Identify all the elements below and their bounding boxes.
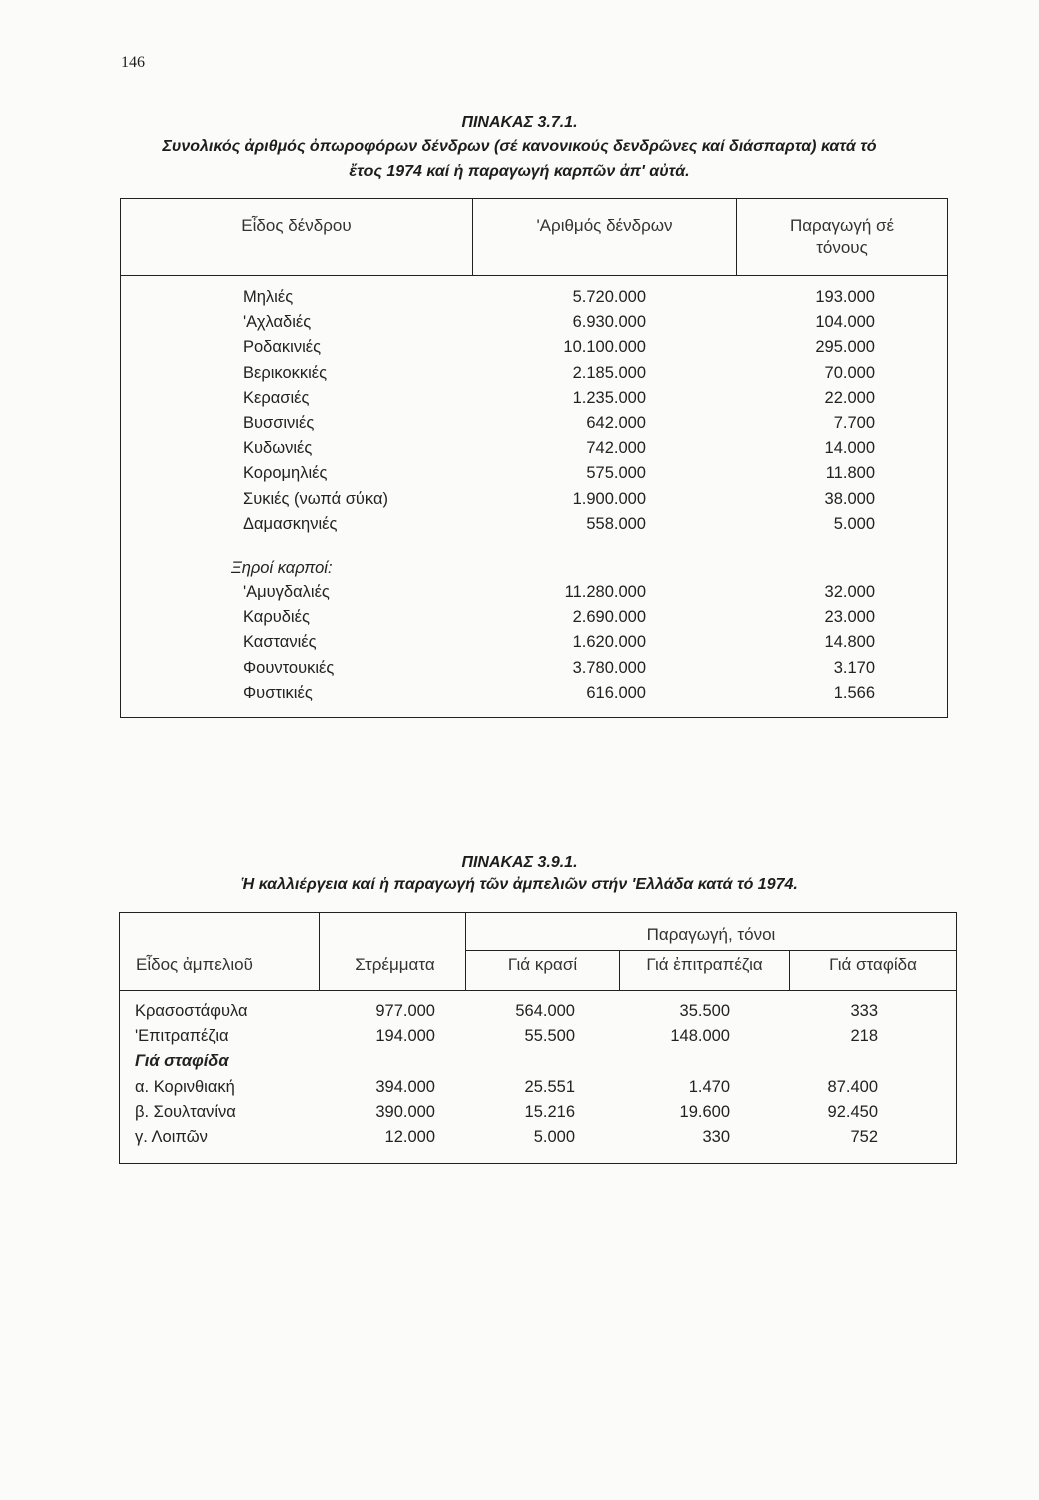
- vine-species: Γιά σταφίδα: [135, 1052, 229, 1071]
- vine-species: α. Κορινθιακή: [135, 1077, 235, 1096]
- production-tons: 32.000: [824, 583, 875, 601]
- production-raisin: 333: [850, 1002, 878, 1020]
- header-raisin: Γιά σταφίδα: [829, 955, 917, 974]
- tree-count: 1.620.000: [572, 633, 646, 652]
- tree-species: Καστανιές: [243, 633, 317, 652]
- area-stremmata: 977.000: [375, 1002, 435, 1020]
- table-row: [121, 313, 947, 338]
- vineyards-table: [119, 912, 957, 1164]
- production-subheader-divider: [466, 950, 956, 951]
- tree-count: 5.720.000: [572, 288, 646, 306]
- header-species: Εἶδος δένδρου: [241, 216, 352, 235]
- production-table-grapes: 148.000: [670, 1027, 730, 1046]
- fruit-trees-table: [120, 198, 948, 718]
- production-raisin: 87.400: [827, 1077, 878, 1096]
- area-stremmata: 194.000: [375, 1027, 435, 1046]
- tree-count: 11.280.000: [564, 583, 646, 601]
- tree-count: 558.000: [586, 514, 646, 533]
- table-row: [121, 608, 947, 633]
- table1-caption-line2: ἔτος 1974 καί ἡ παραγωγή καρπῶν ἀπ' αὐτά.: [349, 163, 690, 180]
- tree-species: Βυσσινιές: [243, 414, 315, 432]
- production-wine: 5.000: [533, 1128, 575, 1146]
- header-production-line2: τόνους: [816, 238, 868, 257]
- table-row: [120, 1002, 956, 1027]
- table-row: [121, 364, 947, 389]
- tree-species: Ροδακινιές: [243, 338, 322, 357]
- tree-species: 'Αχλαδιές: [243, 313, 312, 332]
- tree-species: Δαμασκηνιές: [243, 514, 338, 533]
- production-table-grapes: 1.470: [688, 1077, 730, 1096]
- table-row: [121, 288, 947, 313]
- production-wine: 15.216: [524, 1102, 575, 1121]
- column-divider: [319, 913, 320, 990]
- area-stremmata: 390.000: [375, 1102, 435, 1121]
- table2-caption: Ἡ καλλιέργεια καί ἡ παραγωγή τῶν ἀμπελιῶν στήν 'Ελλάδα κατά τό 1974.: [241, 876, 798, 893]
- header-area: Στρέμματα: [355, 955, 435, 974]
- header-divider: [120, 990, 956, 991]
- production-tons: 11.800: [825, 464, 875, 483]
- tree-species: Φουντουκιές: [243, 658, 335, 677]
- tree-count: 575.000: [586, 464, 646, 483]
- table-row: [121, 338, 947, 363]
- production-tons: 38.000: [824, 489, 875, 508]
- tree-count: 2.185.000: [572, 363, 646, 382]
- table-row: [121, 439, 947, 464]
- header-table-grapes: Γιά ἐπιτραπέζια: [646, 955, 763, 974]
- tree-count: 1.900.000: [572, 489, 646, 508]
- tree-count: 6.930.000: [572, 313, 646, 332]
- header-tree-count: 'Αριθμός δένδρων: [536, 216, 673, 235]
- table-row: [120, 1027, 956, 1052]
- tree-count: 10.100.000: [563, 338, 646, 357]
- production-tons: 295.000: [815, 338, 875, 357]
- tree-count: 2.690.000: [572, 608, 646, 627]
- tree-species: Μηλιές: [243, 288, 294, 306]
- dry-fruits-label: Ξηροί καρποί:: [231, 559, 333, 577]
- production-tons: 23.000: [824, 608, 875, 627]
- header-production: Παραγωγή, τόνοι: [646, 925, 776, 944]
- production-tons: 14.800: [824, 633, 875, 652]
- production-raisin: 92.450: [827, 1102, 878, 1121]
- tree-species: Κερασιές: [243, 388, 310, 407]
- table-row: [121, 684, 947, 709]
- tree-species: Κορομηλιές: [243, 464, 328, 483]
- table-row: [121, 389, 947, 414]
- production-tons: 70.000: [824, 363, 875, 382]
- production-table-grapes: 35.500: [679, 1002, 730, 1020]
- table-row: [120, 1103, 956, 1128]
- table-row: [121, 515, 947, 540]
- column-divider: [472, 199, 473, 275]
- header-divider: [121, 275, 947, 276]
- vine-species: γ. Λοιπῶν: [135, 1128, 208, 1146]
- tree-species: Κυδωνιές: [243, 439, 313, 458]
- table1-title: ΠΙΝΑΚΑΣ 3.7.1.: [461, 114, 578, 131]
- table-row: [121, 583, 947, 608]
- tree-species: Βερικοκκιές: [243, 363, 328, 382]
- vine-species: β. Σουλτανίνα: [135, 1102, 236, 1121]
- production-wine: 564.000: [515, 1002, 575, 1020]
- production-wine: 55.500: [524, 1027, 575, 1046]
- tree-count: 742.000: [586, 439, 646, 458]
- header-wine: Γιά κρασί: [507, 955, 578, 974]
- production-tons: 5.000: [833, 514, 875, 533]
- page-number: 146: [121, 54, 145, 71]
- production-tons: 14.000: [824, 439, 875, 458]
- area-stremmata: 394.000: [375, 1077, 435, 1096]
- table-row: [121, 464, 947, 489]
- tree-count: 642.000: [586, 414, 646, 432]
- table-row: [120, 1128, 956, 1153]
- production-tons: 193.000: [815, 288, 875, 306]
- table-row: [121, 490, 947, 515]
- tree-species: Φυστικιές: [243, 683, 313, 702]
- table-row: [121, 414, 947, 439]
- production-tons: 22.000: [824, 388, 875, 407]
- table1-caption-line1: Συνολικός ἀριθμός ὀπωροφόρων δένδρων (σέ κανονικούς δενδρῶνες καί διάσπαρτα) κατά τό: [162, 138, 877, 155]
- tree-species: Καρυδιές: [243, 608, 310, 627]
- tree-count: 1.235.000: [572, 388, 646, 407]
- header-production-line1: Παραγωγή σέ: [789, 216, 895, 235]
- vine-species: Κρασοστάφυλα: [135, 1002, 248, 1020]
- table-row: [121, 659, 947, 684]
- group-label-row: [120, 1052, 956, 1077]
- production-tons: 1.566: [833, 683, 875, 702]
- table2-title: ΠΙΝΑΚΑΣ 3.9.1.: [461, 854, 578, 871]
- table-row: [121, 633, 947, 658]
- table-row: [120, 1078, 956, 1103]
- production-raisin: 218: [850, 1027, 878, 1046]
- production-tons: 7.700: [833, 414, 875, 432]
- production-tons: 3.170: [833, 658, 875, 677]
- production-raisin: 752: [850, 1128, 878, 1146]
- tree-species: 'Αμυγδαλιές: [243, 583, 330, 601]
- production-wine: 25.551: [524, 1077, 575, 1096]
- production-table-grapes: 19.600: [679, 1102, 730, 1121]
- tree-count: 616.000: [586, 683, 646, 702]
- area-stremmata: 12.000: [384, 1128, 435, 1146]
- production-tons: 104.000: [815, 313, 875, 332]
- header-vine-species: Εἶδος ἀμπελιοῦ: [136, 955, 253, 974]
- tree-species: Συκιές (νωπά σύκα): [243, 489, 388, 508]
- production-table-grapes: 330: [702, 1128, 730, 1146]
- vine-species: 'Επιτραπέζια: [135, 1027, 229, 1046]
- tree-count: 3.780.000: [572, 658, 646, 677]
